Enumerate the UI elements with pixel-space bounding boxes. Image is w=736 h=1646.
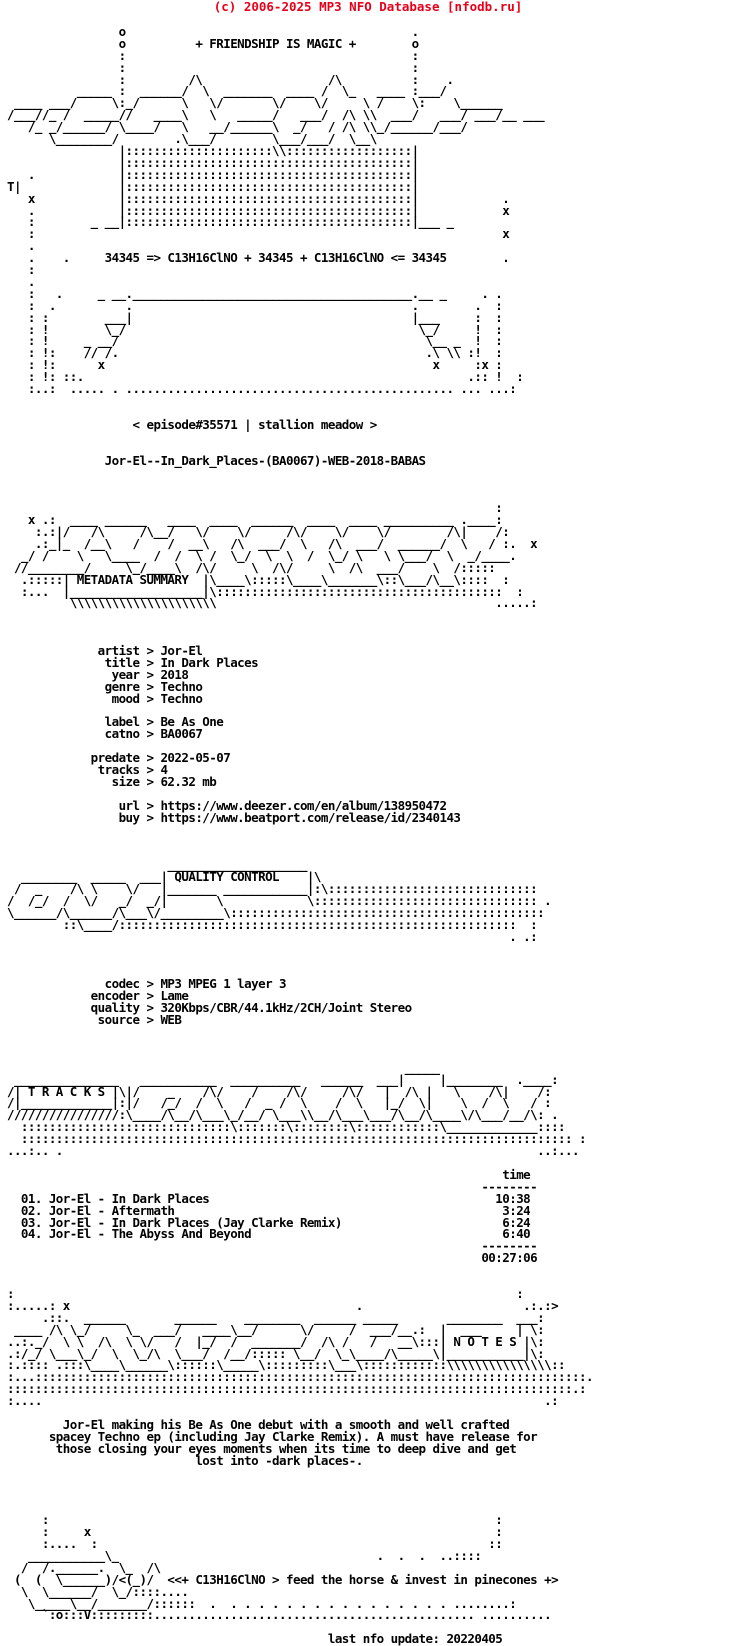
nfo-line: : : — [0, 1512, 503, 1528]
nfo-line: |:::::::::::::::::::::::::::::::::::::::::| — [0, 154, 419, 170]
nfo-line: catno > BA0067 — [0, 726, 203, 742]
nfo-line: predate > 2022-05-07 — [0, 750, 231, 766]
nfo-line: _______________ ___________ __________ ______ ___| |________ .____: — [0, 1071, 559, 1087]
nfo-line: |:::::::::::::::::::::\\::::::::::::::::::| — [0, 142, 419, 158]
nfo-line: ////////////////:\____/\__/\___\_/__/ \___\\__/\___\___/\__/\____\/\___/__/\: . — [0, 1107, 559, 1123]
nfo-line: . |:::::::::::::::::::::::::::::::::::::::::| — [0, 166, 419, 182]
nfo-line: source > WEB — [0, 1012, 182, 1028]
nfo-line: //________/ \_/____\ /\/ \ /\/ \ /\ ___/ \ /::::: — [0, 559, 496, 575]
nfo-line: ________ _____ ___| QUALITY CONTROL |\ — [0, 869, 321, 885]
nfo-line: :..: ..... . ............................................... ... ...: — [0, 381, 517, 397]
nfo-line: mood > Techno — [0, 690, 203, 706]
nfo-line: ::\____/::::::::::::::::::::::::::::::::::::::::::::::::::::::::: : — [0, 916, 538, 932]
nfo-line: /|_____________|:|/ /_/ / \ / _ / \ / \ |_/ \| \ / \ / : — [0, 1095, 552, 1111]
nfo-line: /| T R A C K S |\|/ _ /\/ / /\/ /\/ | /\ | \ /\| /: — [0, 1083, 552, 1099]
nfo-line: those closing your eyes moments when its time to deep dive and get — [0, 1440, 517, 1456]
nfo-line: quality > 320Kbps/CBR/44.1kHz/2CH/Joint Stereo — [0, 1000, 412, 1016]
nfo-line: < episode#35571 | stallion meadow > — [0, 416, 377, 432]
nfo-line: /___//_ / _____// ____\ \ _____/ ___/ /\ \\ ___/ ___/ ___/__ ___ — [0, 107, 545, 123]
nfo-line: : — [0, 500, 503, 516]
nfo-line: : !: ::. .:: ! : — [0, 369, 524, 385]
nfo-line: : !: x x :x : — [0, 357, 503, 373]
nfo-line: lost into -dark places-. — [0, 1452, 363, 1468]
nfo-line: : . . . . : — [0, 297, 503, 313]
site-banner[interactable]: (c) 2006-2025 MP3 NFO Database [nfodb.ru] — [213, 0, 523, 14]
nfo-line: T| |:::::::::::::::::::::::::::::::::::::::::| — [0, 178, 419, 194]
nfo-line: / _ /\ \ \/ |_______ ____________|:\:::::::::::::::::::::::::::::: — [0, 881, 538, 897]
nfo-line: :.... .: — [0, 1393, 559, 1409]
nfo-line: / /_/ / \/ _/ _/| \ \:::::::::::::::::::::::::::::::: . — [0, 893, 552, 909]
nfo-line: 01. Jor-El - In Dark Places 10:38 — [0, 1190, 531, 1206]
nfo-line: artist > Jor-El — [0, 643, 203, 659]
nfo-line: : !: // /. .\ \\ :! : — [0, 345, 503, 361]
nfo-line: ____________________ — [0, 857, 307, 873]
nfo-line: . |:::::::::::::::::::::::::::::::::::::::::| x — [0, 202, 510, 218]
nfo-line: : : — [0, 47, 419, 63]
nfo-line: . .: — [0, 928, 538, 944]
nfo-line: `:o:::V:::::::::.............................................. .......... — [0, 1607, 552, 1623]
nfo-line: ::::::::::::::::::::::::::::::\:::::::\::::::::\::::::::::::\_____________:::: — [0, 1119, 566, 1135]
nfo-line: .:/_/ \___\_/ \ \_/\ \___/ /__/::::: \__/ \_\____/\_____\|___________|\: — [0, 1345, 545, 1361]
nfo-line: \_____\__/_______/:::::: . . . . . . . . . . . . . . . . . ........: — [0, 1595, 517, 1611]
nfo-line: 03. Jor-El - In Dark Places (Jay Clarke Remix) 6:24 — [0, 1214, 531, 1230]
nfo-line: \________/ .\___/ \___/___/ \__\ — [0, 131, 377, 147]
nfo-line: _____ — [0, 1059, 440, 1075]
nfo-line: buy > https://www.beatport.com/release/id/2340143 — [0, 809, 461, 825]
nfo-line: ..:._/ \ \ /\ \ \/ / |_/ / _______/ /\ / / __\:::| N O T E S |\: — [0, 1333, 545, 1349]
nfo-line: : _ __|:::::::::::::::::::::::::::::::::::::::::|___ _ — [0, 214, 454, 230]
nfo-line: : ! \_/ \_/ ! : — [0, 321, 503, 337]
nfo-line: .:::::| METADATA SUMMARY |\____\:::::\____\_______\::\___/\__\:::: : — [0, 571, 510, 587]
nfo-line: url > https://www.deezer.com/en/album/138950472 — [0, 797, 447, 813]
nfo-line: label > Be As One — [0, 714, 224, 730]
nfo-line: ...:.. . ..:... — [0, 1143, 579, 1159]
nfo-line: ____ /\ \_/ \_ ___/ ____\__/ \/ / ___/__.: | ___ | \: — [0, 1321, 545, 1337]
nfo-line: .:_|_ /__\ / / __\ /\ ___/ \ /\ ___/ ______/ \ / :. x — [0, 535, 538, 551]
nfo-line: year > 2018 — [0, 666, 189, 682]
nfo-line: o + FRIENDSHIP IS MAGIC + o — [0, 35, 419, 51]
nfo-line: x .: ____ ______ ____ ____ ______ ____ ____ __________ .____: — [0, 512, 503, 528]
nfo-line: size > 62.32 mb — [0, 774, 217, 789]
nfo-line: :::::::::::::::::::::::::::::::::::::::::::::::::::::::::::::::::::::::::::::::::.: — [0, 1381, 586, 1397]
nfo-line: /_ _/______/ \____/ \ __/______\ _/ / /\ \\_/______/___/ — [0, 119, 468, 135]
nfo-line: -------- — [0, 1238, 538, 1254]
nfo-line: _____ : ______/ \ _______ ____ / \_ ____ :___/ — [0, 83, 447, 99]
nfo-line: \______/\______/\___\/_________\::::::::::::::::::::::::::::::::::::::::::::: — [0, 904, 545, 920]
nfo-line: codec > MP3 MPEG 1 layer 3 — [0, 976, 287, 992]
nfo-line: : : — [0, 1285, 524, 1301]
nfo-line: spacey Techno ep (including Jay Clarke Remix). A must have release for — [0, 1428, 538, 1444]
nfo-line: 02. Jor-El - Aftermath 3:24 — [0, 1202, 531, 1218]
nfo-line: \ \______/ \_/::::.... — [0, 1583, 189, 1599]
nfo-line: Jor-El--In_Dark_Places-(BA0067)-WEB-2018-BABAS — [0, 452, 426, 468]
nfo-line: title > In Dark Places — [0, 654, 259, 670]
nfo-line: .::. ______ ______ ________ ______ _____ ________ ___: — [0, 1309, 545, 1325]
nfo-line: 00:27:06 — [0, 1250, 538, 1266]
nfo-line: ___________\_ . . . ..:::: — [0, 1547, 482, 1563]
nfo-line: 04. Jor-El - The Abyss And Beyond 6:40 — [0, 1226, 531, 1242]
nfo-line: o . — [0, 23, 419, 39]
nfo-line: : x : — [0, 1524, 503, 1540]
nfo-line: . — [0, 273, 35, 289]
nfo-line: . — [0, 238, 35, 254]
nfo-line: :...:::::::::::::::::::::::::::::::::::::::::::::::::::::::::::::::::::::::::::::::. — [0, 1369, 593, 1385]
nfo-line: time — [0, 1166, 531, 1182]
nfo-line: encoder > Lame — [0, 988, 189, 1004]
nfo-line: : : ___| |___ : : — [0, 309, 503, 325]
nfo-line: x |:::::::::::::::::::::::::::::::::::::::::| . — [0, 190, 510, 206]
nfo-line: :.... : :: — [0, 1536, 503, 1551]
nfo-line: :... |___________________|\::::::::::::::::::::::::::::::::::::::::: : — [0, 583, 524, 599]
nfo-line: tracks > 4 — [0, 762, 168, 778]
nfo-line: :.....: x . .:.:> — [0, 1297, 559, 1313]
nfo-line: : : — [0, 59, 419, 75]
nfo-line: -------- — [0, 1178, 538, 1194]
nfo-line: : . _ __.________________________________________.__ _ . . — [0, 285, 503, 301]
nfo-line: ____ ___/ \:_/ \ \/ \/ \/ \ / \: \______ — [0, 95, 503, 111]
nfo-line: : — [0, 262, 35, 278]
nfo-line: : x — [0, 226, 510, 242]
nfo-line: Jor-El making his Be As One debut with a smooth and well crafted — [0, 1416, 510, 1432]
nfo-line: ::::::::::::::::::::::::::::::::::::::::::::::::::::::::::::::::::::::::::::::: : — [0, 1131, 586, 1147]
nfo-ascii-art — [0, 14, 593, 1645]
nfo-line: \\\\\\\\\\\\\\\\\\\\\ .....: — [0, 595, 538, 611]
nfo-line: . . 34345 => C13H16ClNO + 34345 + C13H16ClNO <= 34345 . — [0, 250, 510, 266]
nfo-line: _/ / \ \____ / / \ / \_/ \ \ / \_/ \ \ \___/ \ _/____. — [0, 547, 517, 563]
nfo-line: : ! _ __/ \__ _ ! : — [0, 333, 503, 349]
nfo-line: : /\ /\ : . — [0, 71, 454, 87]
nfo-line: / /.______. \_ /\ — [0, 1559, 161, 1575]
nfo-line: genre > Techno — [0, 678, 203, 694]
nfo-line: ( ( \______)/<(_)/ <<+ C13H16ClNO > feed the horse & invest in pinecones +> — [0, 1571, 559, 1587]
nfo-line: :.:|/ /\ /\__/ \/ \/ /\/ \/ \/ /\| /: — [0, 523, 510, 539]
nfo-line: :.:::: .:::\____\______\::::::\_____\:::::::::\___\::::::::::::\\\\\\\\\\\\\\\:: — [0, 1357, 566, 1373]
nfo-line: last nfo update: 20220405 — [0, 1631, 503, 1646]
